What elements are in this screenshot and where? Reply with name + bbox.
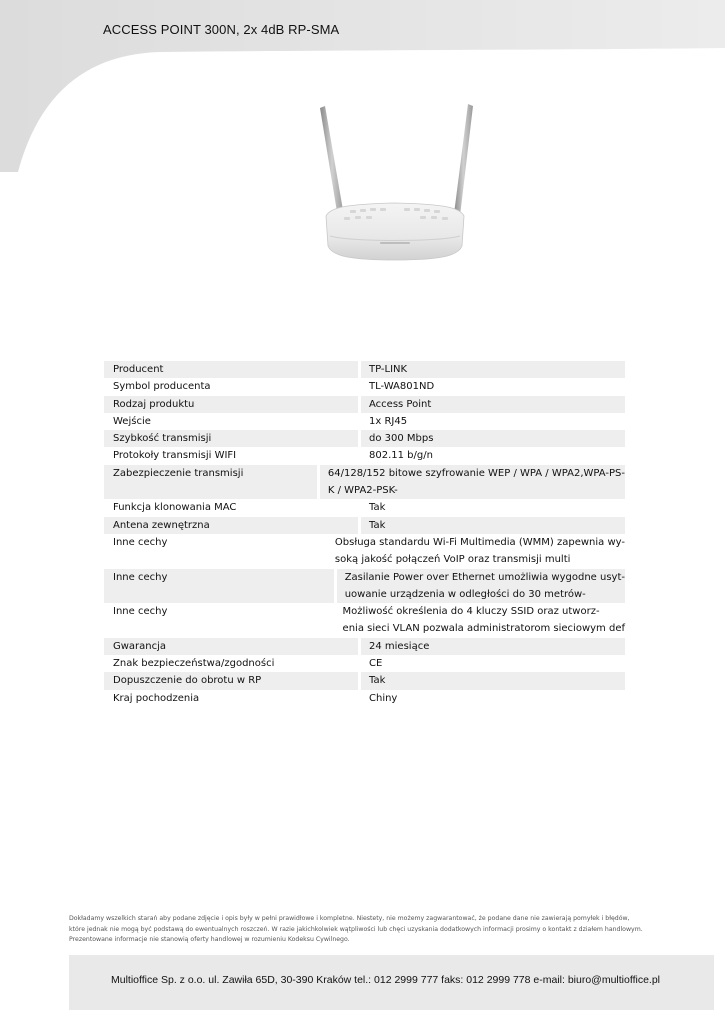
spec-row (104, 465, 625, 500)
spec-value-line: 64/128/152 bitowe szyfrowanie WEP / WPA / WPA2,WPA-PS- (327, 467, 625, 479)
spec-row (104, 396, 625, 413)
access-point-image (300, 96, 490, 276)
spec-value (361, 672, 625, 689)
spec-value-line: Tak (369, 519, 386, 531)
spec-value (361, 430, 625, 447)
spec-value-line: Tak (369, 675, 386, 687)
spec-row (104, 447, 625, 464)
disclaimer-text (69, 914, 689, 946)
spec-label: Rodzaj produktu (104, 396, 361, 413)
spec-value-line: soką jakość połączeń VoIP oraz transmisji multi (334, 554, 571, 566)
disclaimer-line: Prezentowane informacje nie stanowią oferty handlowej w rozumieniu Kodeksu Cywilnego. (69, 936, 350, 943)
spec-value (361, 378, 625, 395)
spec-label: Dopuszczenie do obrotu w RP (104, 672, 361, 689)
spec-value-line: TP-LINK (369, 364, 408, 375)
spec-value (361, 517, 625, 534)
spec-label: Wejście (104, 413, 361, 430)
spec-value-line: Możliwość określenia do 4 kluczy SSID oraz utworz- (342, 606, 600, 618)
spec-value-line: uowanie urządzenia w odległości do 30 metrów- (344, 588, 586, 600)
spec-row (104, 690, 625, 707)
spec-value-line: Zasilanie Power over Ethernet umożliwia wygodne usyt- (344, 571, 625, 583)
spec-label: Symbol producenta (104, 378, 361, 395)
spec-value (361, 361, 625, 378)
spec-value-line: TL-WA801ND (369, 381, 435, 393)
spec-label: Funkcja klonowania MAC (104, 499, 361, 516)
spec-row (104, 672, 625, 689)
spec-value-line: enia sieci VLAN pozwala administratorom sieciowym def (342, 623, 625, 635)
spec-value (327, 534, 625, 569)
footer-bar (69, 955, 714, 1010)
spec-value (361, 447, 625, 464)
spec-label: Protokoły transmisji WIFI (104, 447, 361, 464)
spec-value (361, 655, 625, 672)
spec-value (361, 690, 625, 707)
spec-row (104, 569, 625, 604)
spec-label: Zabezpieczenie transmisji (104, 465, 320, 500)
spec-label: Producent (104, 361, 361, 378)
spec-value-line: Access Point (369, 398, 432, 410)
spec-value-line: K / WPA2-PSK- (327, 485, 398, 497)
spec-row (104, 378, 625, 395)
spec-row (104, 603, 625, 638)
spec-value-line: 1x RJ45 (369, 415, 408, 427)
spec-value-line: Tak (369, 502, 386, 514)
company-contact: Multioffice Sp. z o.o. ul. Zawiła 65D, 30-390 Kraków tel.: 012 2999 777 faks: 012 2999 778 e-mail: biuro@multioffice.pl (111, 974, 660, 986)
spec-label: Antena zewnętrzna (104, 517, 361, 534)
specification-table (104, 361, 625, 707)
spec-value-line: do 300 Mbps (369, 433, 434, 445)
spec-label: Inne cechy (104, 534, 327, 569)
disclaimer-line: Dokładamy wszelkich starań aby podane zdjęcie i opis były w pełni prawidłowe i kompletne. Niestety, nie możemy zagwarantować, że podane dane nie zawierają pomyłek i błędów, (69, 915, 630, 922)
spec-value (361, 499, 625, 516)
spec-value (361, 413, 625, 430)
spec-label: Gwarancja (104, 638, 361, 655)
spec-row (104, 499, 625, 516)
spec-value-line: 24 miesiące (369, 640, 430, 652)
spec-row (104, 638, 625, 655)
spec-row (104, 534, 625, 569)
spec-value-line: Obsługa standardu Wi-Fi Multimedia (WMM) zapewnia wy- (334, 536, 625, 548)
document-title: ACCESS POINT 300N, 2x 4dB RP-SMA (103, 22, 340, 37)
spec-value (335, 603, 625, 638)
spec-value-line: Chiny (369, 692, 398, 704)
spec-value (337, 569, 625, 604)
spec-value (320, 465, 625, 500)
spec-row (104, 413, 625, 430)
spec-label: Kraj pochodzenia (104, 690, 361, 707)
spec-row (104, 517, 625, 534)
spec-label: Znak bezpieczeństwa/zgodności (104, 655, 361, 672)
disclaimer-line: które jednak nie mogą być podstawą do ewentualnych roszczeń. W razie jakichkolwiek wątpliwości lub chęci uzyskania dodatkowych informacji prosimy o kontakt z działem handlowym. (69, 925, 643, 933)
spec-row (104, 361, 625, 378)
spec-label: Inne cechy (104, 569, 337, 604)
spec-label: Szybkość transmisji (104, 430, 361, 447)
spec-value (361, 638, 625, 655)
spec-row (104, 430, 625, 447)
spec-label: Inne cechy (104, 603, 335, 638)
spec-value-line: CE (369, 658, 383, 670)
spec-row (104, 655, 625, 672)
spec-value-line: 802.11 b/g/n (369, 450, 433, 462)
spec-value (361, 396, 625, 413)
